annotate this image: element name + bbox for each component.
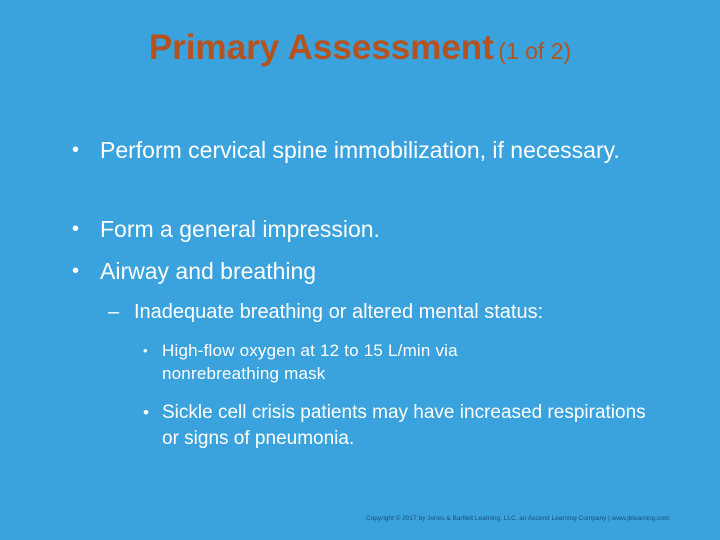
sub-sub-bullet-text: Sickle cell crisis patients may have increased respirations or signs of pneumonia. — [162, 402, 646, 449]
bullet-marker: • — [143, 343, 148, 358]
title-main: Primary Assessment — [148, 28, 494, 67]
bullet-text: Perform cervical spine immobilization, if necessary. — [100, 137, 620, 163]
bullet-airway-breathing — [72, 256, 682, 287]
sub-bullet-inadequate-breathing — [108, 299, 668, 326]
bullet-marker: • — [72, 139, 80, 161]
copyright-footer: Copyright © 2017 by Jones & Bartlett Learning, LLC, an Ascend Learning Company | www.jblearning.com — [366, 515, 670, 522]
bullet-text: Airway and breathing — [100, 258, 317, 284]
bullet-marker: • — [72, 218, 80, 240]
sub-bullet-text: Inadequate breathing or altered mental status: — [134, 301, 544, 323]
bullet-text: Form a general impression. — [100, 216, 380, 242]
bullet-marker: • — [143, 403, 149, 422]
sub-sub-bullet-oxygen — [143, 339, 563, 385]
dash-marker: – — [108, 301, 120, 323]
bullet-cervical-spine — [72, 135, 682, 166]
sub-sub-bullet-text: High-flow oxygen at 12 to 15 L/min via nonrebreathing mask — [162, 341, 458, 383]
bullet-marker: • — [72, 260, 80, 282]
title-page-indicator: (1 of 2) — [498, 38, 572, 64]
bullet-general-impression — [72, 214, 682, 245]
sub-sub-bullet-sickle-cell — [143, 400, 663, 452]
